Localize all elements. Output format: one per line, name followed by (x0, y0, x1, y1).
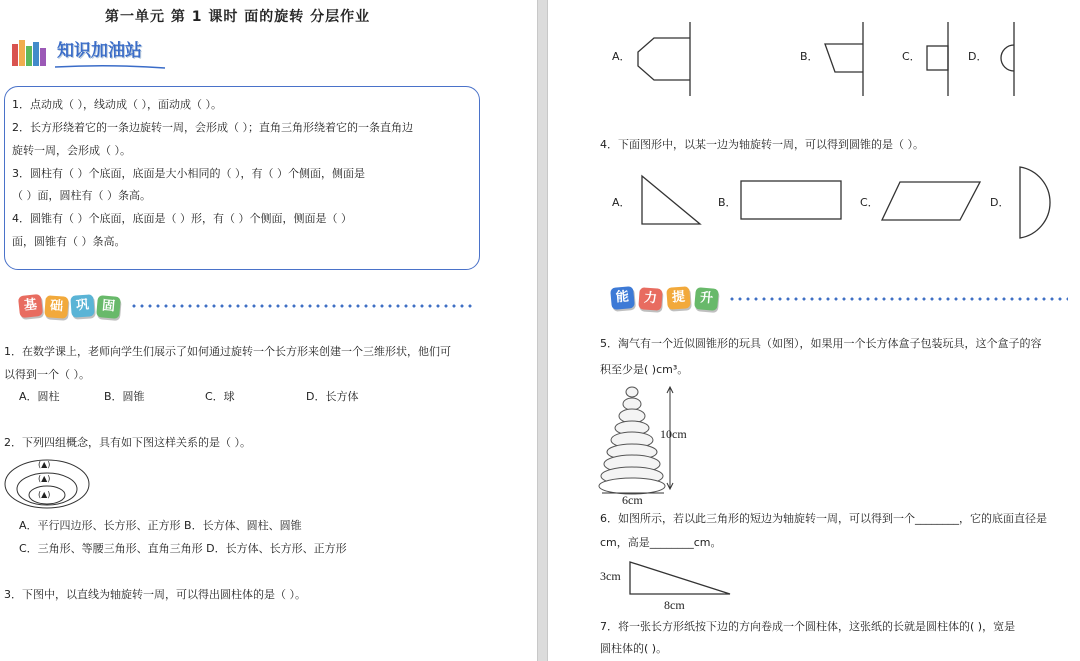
q2-options-cd: C．三角形、等腰三角形、直角三角形 D．长方体、长方形、正方形 (19, 542, 347, 555)
q5-width-label: 6cm (622, 493, 643, 507)
q1-option-c: C．球 (205, 390, 235, 403)
banner-tile: 础 (44, 295, 68, 319)
q1-option-b: B．圆锥 (104, 390, 145, 403)
page-gutter (537, 0, 548, 661)
dotted-divider (728, 297, 1068, 301)
right-page (548, 0, 1080, 661)
q5-line-1: 5．淘气有一个近似圆锥形的玩具（如图），如果用一个长方体盒子包装玩具，这个盒子的容 (600, 337, 1042, 350)
q4-shape-right-triangle (640, 174, 702, 226)
q4-shape-parallelogram (880, 180, 982, 222)
q3-shape-c (923, 20, 953, 98)
dotted-divider (130, 304, 475, 308)
q3-shape-a (636, 20, 692, 98)
kb-line-5: （ ）面，圆柱有（ ）条高。 (12, 189, 151, 202)
kb-line-3: 旋转一周，会形成（ ）。 (12, 144, 131, 157)
left-page (0, 0, 537, 661)
q1-line-1: 1．在数学课上，老师向学生们展示了如何通过旋转一个长方形来创建一个三维形状，他们可 (4, 345, 451, 358)
q6-right-triangle-figure (628, 560, 734, 598)
q4-label-d: D． (990, 196, 1010, 209)
kb-line-1: 1．点动成（ ），线动成（ ），面动成（ ）。 (12, 98, 222, 111)
q3-label-a: A． (612, 50, 631, 63)
kb-line-6: 4．圆锥有（ ）个底面，底面是（ ）形，有（ ）个侧面，侧面是（ ） (12, 212, 352, 225)
q6-line-2: cm，高是________cm。 (600, 536, 722, 549)
banner-tile: 提 (666, 286, 690, 310)
q4-shape-semicircle (1018, 165, 1062, 241)
stacking-rings-toy-figure (600, 385, 688, 505)
q4-text: 4．下面图形中，以某一边为轴旋转一周，可以得到圆锥的是（ ）。 (600, 138, 924, 151)
banner-tile: 能 (610, 286, 635, 310)
q2-text: 2．下列四组概念，具有如下图这样关系的是（ ）。 (4, 436, 251, 449)
q6-line-1: 6．如图所示，若以此三角形的短边为轴旋转一周，可以得到一个________，它的底面直径是 (600, 512, 1047, 525)
q3-label-c: C． (902, 50, 921, 63)
q7-line-1: 7．将一张长方形纸按下边的方向卷成一个圆柱体，这张纸的长就是圆柱体的( )，宽是 (600, 620, 1016, 633)
q4-label-b: B． (718, 196, 737, 209)
q3-label-d: D． (968, 50, 988, 63)
q1-option-a: A．圆柱 (19, 390, 60, 403)
banner-tile: 基 (18, 294, 43, 318)
figure-label-inner: (▲) (38, 490, 51, 499)
q3-label-b: B． (800, 50, 819, 63)
kb-line-2: 2．长方形绕着它的一条边旋转一周，会形成（ ）；直角三角形绕着它的一条直角边 (12, 121, 413, 134)
banner-knowledge: 知识加油站 (57, 41, 142, 61)
books-icon (12, 38, 52, 68)
q3-shape-d (988, 20, 1018, 98)
kb-line-7: 面，圆锥有（ ）条高。 (12, 235, 126, 248)
q1-option-d: D．长方体 (306, 390, 359, 403)
worksheet-title: 第一单元 第 1 课时 面的旋转 分层作业 (105, 9, 371, 25)
banner-tile: 巩 (70, 294, 94, 318)
q5-line-2: 积至少是( )cm³。 (600, 363, 689, 376)
q4-label-a: A． (612, 196, 631, 209)
kb-line-4: 3．圆柱有（ ）个底面，底面是大小相同的（ ），有（ ）个侧面，侧面是 (12, 167, 365, 180)
q5-height-label: 10cm (660, 427, 687, 441)
q4-label-c: C． (860, 196, 879, 209)
q3-shape-b (823, 20, 867, 98)
q1-line-2: 以得到一个（ ）。 (4, 368, 90, 381)
q7-line-2: 圆柱体的( )。 (600, 642, 668, 655)
figure-label-middle: (▲) (38, 474, 51, 483)
banner-tile: 力 (638, 287, 662, 311)
q4-shape-rectangle (740, 180, 844, 222)
q2-options-ab: A．平行四边形、长方形、正方形 B．长方体、圆柱、圆锥 (19, 519, 302, 532)
q3-text: 3．下图中，以直线为轴旋转一周，可以得出圆柱体的是（ ）。 (4, 588, 306, 601)
figure-label-outer: (▲) (38, 460, 51, 469)
q6-short-side-label: 3cm (600, 569, 621, 583)
banner-tile: 固 (96, 295, 121, 319)
banner-tile: 升 (694, 287, 719, 311)
banner-underline (55, 64, 165, 70)
q6-long-side-label: 8cm (664, 598, 685, 612)
